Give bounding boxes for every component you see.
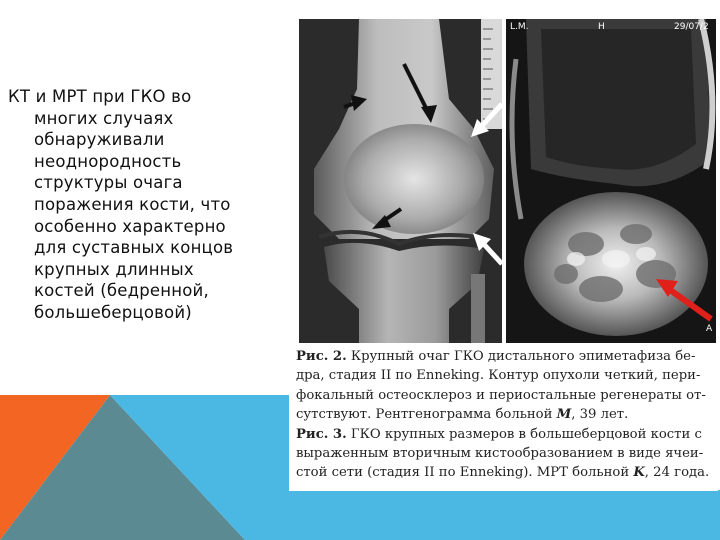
caption-line [296, 347, 716, 366]
text-line: многих случаях [34, 108, 174, 128]
text-line: для суставных концов [34, 238, 234, 258]
caption-line: фокальный остеосклероз и периостальные регенераты от- [296, 387, 706, 403]
caption-text: Крупный очаг ГКО дистального эпиметафиза бе- [350, 349, 696, 364]
text-line: крупных длинных [34, 259, 194, 279]
patient-initial: K [633, 465, 645, 481]
slide-body-text [8, 86, 280, 324]
text-line: КТ и МРТ при ГКО во [8, 87, 192, 106]
caption-line [296, 425, 716, 444]
mri-label-top-mid: H [598, 22, 605, 32]
figure-2-label: Рис. 2. [296, 349, 347, 364]
caption-line [296, 405, 716, 424]
caption-text: , 39 лет. [571, 407, 629, 423]
medical-figure [289, 17, 718, 491]
caption-line [296, 463, 716, 482]
figure-3-label: Рис. 3. [296, 426, 347, 442]
patient-initial: M [556, 407, 572, 423]
text-line: большеберцовой) [34, 302, 192, 322]
text-line: неоднородность [34, 151, 182, 171]
caption-text: стой сети (стадия II по Enneking). МРТ больной [296, 465, 630, 481]
text-line: обнаруживали [34, 130, 165, 150]
caption-text: сутствуют. Рентгенограмма больной [296, 407, 553, 423]
text-line: костей (бедренной, [34, 281, 209, 301]
knee-xray-image [299, 19, 502, 343]
caption-line: выраженным вторичным кистообразованием в виде ячеи- [296, 446, 704, 462]
text-line: структуры очага [34, 173, 183, 193]
caption-line: дра, стадия II по Enneking. Контур опухоли четкий, пери- [296, 368, 701, 384]
figure-caption [296, 347, 716, 483]
text-line: особенно характерно [34, 216, 226, 236]
caption-text: , 24 года. [644, 465, 710, 481]
knee-mri-image [506, 19, 716, 343]
text-line: поражения кости, что [34, 194, 231, 214]
mri-label-bottom-right: A [706, 324, 713, 334]
blue-figure-side [270, 395, 290, 540]
blue-right-band [290, 490, 720, 540]
mri-label-top-right: 29/07/2 [674, 22, 709, 32]
mri-label-top-left: L.M. [510, 22, 529, 32]
caption-text: ГКО крупных размеров в большеберцовой кости с [350, 426, 702, 442]
